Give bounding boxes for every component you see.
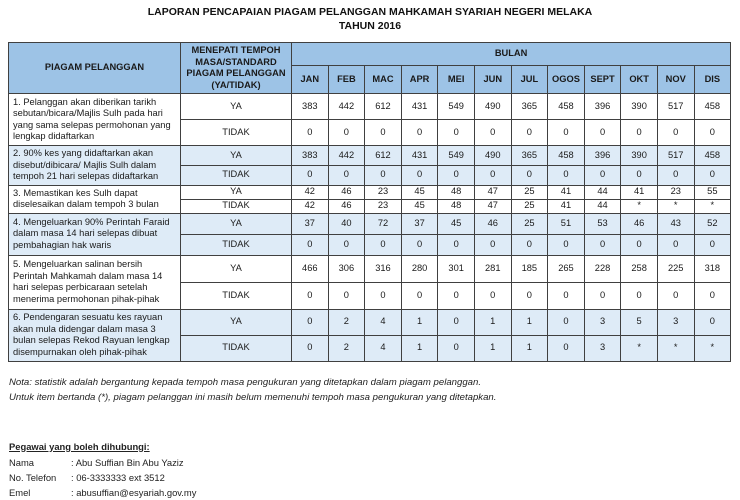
value-cell: 0 (438, 165, 475, 185)
value-cell: 40 (328, 213, 365, 234)
table-row-4-ya (9, 213, 731, 234)
nota-block (9, 375, 740, 405)
value-cell: 23 (365, 185, 402, 199)
table-body (9, 94, 731, 362)
value-cell: 0 (657, 165, 694, 185)
value-cell: 0 (694, 282, 731, 309)
value-cell: 0 (401, 234, 438, 255)
month-header-mac: MAC (365, 65, 402, 93)
value-cell: 41 (621, 185, 658, 199)
value-cell: 0 (474, 165, 511, 185)
value-cell: 0 (438, 234, 475, 255)
value-cell: 0 (657, 234, 694, 255)
value-cell: 0 (694, 234, 731, 255)
value-cell: 281 (474, 255, 511, 282)
value-cell: 0 (621, 120, 658, 146)
value-cell: * (621, 199, 658, 213)
value-cell: 442 (328, 146, 365, 166)
value-cell: 258 (621, 255, 658, 282)
value-cell: 46 (621, 213, 658, 234)
value-cell: 0 (438, 335, 475, 361)
value-cell: 46 (474, 213, 511, 234)
value-cell: 0 (694, 165, 731, 185)
month-header-jan: JAN (292, 65, 329, 93)
value-cell: 442 (328, 94, 365, 120)
ya-row-label: YA (181, 213, 292, 234)
value-cell: 0 (438, 282, 475, 309)
value-cell: 265 (548, 255, 585, 282)
value-cell: 301 (438, 255, 475, 282)
value-cell: 0 (292, 234, 329, 255)
value-cell: 390 (621, 146, 658, 166)
value-cell: 225 (657, 255, 694, 282)
table-row-2-ya (9, 146, 731, 166)
value-cell: 0 (584, 282, 621, 309)
value-cell: 41 (548, 185, 585, 199)
piagam-pelanggan-table (8, 42, 731, 362)
value-cell: 0 (292, 282, 329, 309)
contact-row-telefon (9, 470, 740, 485)
value-cell: 490 (474, 94, 511, 120)
value-cell: 46 (328, 199, 365, 213)
tidak-row-label: TIDAK (181, 120, 292, 146)
table-row-5-ya (9, 255, 731, 282)
value-cell: 1 (401, 309, 438, 335)
column-header-menepati-tempoh: MENEPATI TEMPOH MASA/STANDARD PIAGAM PELANGGAN (YA/TIDAK) (181, 43, 292, 94)
ya-row-label: YA (181, 309, 292, 335)
ya-row-label: YA (181, 185, 292, 199)
value-cell: 23 (657, 185, 694, 199)
value-cell: 1 (474, 309, 511, 335)
tidak-row-label: TIDAK (181, 199, 292, 213)
nota-line1: Nota: statistik adalah bergantung kepada tempoh masa pengukuran yang ditetapkan dalam piagam pelanggan. (9, 376, 482, 388)
value-cell: 0 (584, 120, 621, 146)
month-header-feb: FEB (328, 65, 365, 93)
value-cell: 0 (548, 335, 585, 361)
value-cell: 45 (438, 213, 475, 234)
value-cell: 4 (365, 335, 402, 361)
charter-label: 5. Mengeluarkan salinan bersih Perintah Mahkamah dalam masa 14 hari selepas perbicaraan setelah menerima permohonan pihak-pihak (9, 255, 181, 309)
ya-row-label: YA (181, 255, 292, 282)
value-cell: 0 (511, 234, 548, 255)
value-cell: 431 (401, 146, 438, 166)
value-cell: 390 (621, 94, 658, 120)
value-cell: * (621, 335, 658, 361)
value-cell: 37 (401, 213, 438, 234)
value-cell: 0 (292, 335, 329, 361)
month-header-nov: NOV (657, 65, 694, 93)
value-cell: 383 (292, 146, 329, 166)
charter-label: 1. Pelanggan akan diberikan tarikh sebutan/bicara/Majlis Sulh pada hari yang sama selepas permohonan yang lengkap didaftarkan (9, 94, 181, 146)
value-cell: 0 (548, 120, 585, 146)
value-cell: 612 (365, 146, 402, 166)
month-header-ogos: OGOS (548, 65, 585, 93)
value-cell: 0 (511, 120, 548, 146)
value-cell: 0 (401, 165, 438, 185)
ya-row-label: YA (181, 94, 292, 120)
value-cell: 0 (474, 234, 511, 255)
value-cell: 1 (474, 335, 511, 361)
value-cell: 458 (694, 146, 731, 166)
value-cell: 25 (511, 199, 548, 213)
value-cell: 2 (328, 309, 365, 335)
value-cell: 549 (438, 94, 475, 120)
table-row-3-ya (9, 185, 731, 199)
tidak-row-label: TIDAK (181, 282, 292, 309)
value-cell: 37 (292, 213, 329, 234)
value-cell: 0 (548, 309, 585, 335)
contact-row-nama (9, 455, 740, 470)
value-cell: 48 (438, 199, 475, 213)
table-row-6-ya (9, 309, 731, 335)
value-cell: 466 (292, 255, 329, 282)
table-row-1-ya (9, 94, 731, 120)
value-cell: 47 (474, 185, 511, 199)
value-cell: 0 (328, 120, 365, 146)
value-cell: 396 (584, 94, 621, 120)
value-cell: 0 (584, 234, 621, 255)
value-cell: 517 (657, 146, 694, 166)
value-cell: 0 (438, 120, 475, 146)
value-cell: 23 (365, 199, 402, 213)
value-cell: 72 (365, 213, 402, 234)
value-cell: 44 (584, 185, 621, 199)
value-cell: 0 (548, 165, 585, 185)
month-header-dis: DIS (694, 65, 731, 93)
value-cell: 3 (657, 309, 694, 335)
value-cell: 0 (365, 234, 402, 255)
charter-label: 2. 90% kes yang didaftarkan akan disebut/dibicara/ Majlis Sulh dalam tempoh 21 hari selepas didaftarkan (9, 146, 181, 186)
value-cell: 549 (438, 146, 475, 166)
report-title-line1: LAPORAN PENCAPAIAN PIAGAM PELANGGAN MAHKAMAH SYARIAH NEGERI MELAKA (147, 6, 593, 18)
value-cell: * (657, 335, 694, 361)
tidak-row-label: TIDAK (181, 234, 292, 255)
value-cell: 0 (365, 165, 402, 185)
value-cell: 0 (328, 282, 365, 309)
value-cell: 458 (548, 94, 585, 120)
value-cell: 0 (328, 165, 365, 185)
contact-block (9, 439, 740, 500)
value-cell: 0 (365, 120, 402, 146)
value-cell: 44 (584, 199, 621, 213)
value-cell: 45 (401, 185, 438, 199)
value-cell: * (694, 335, 731, 361)
value-cell: 0 (474, 282, 511, 309)
value-cell: 2 (328, 335, 365, 361)
value-cell: 612 (365, 94, 402, 120)
contact-row-emel (9, 485, 740, 500)
value-cell: 396 (584, 146, 621, 166)
month-header-sept: SEPT (584, 65, 621, 93)
value-cell: 46 (328, 185, 365, 199)
tidak-row-label: TIDAK (181, 335, 292, 361)
value-cell: 43 (657, 213, 694, 234)
value-cell: 0 (511, 282, 548, 309)
value-cell: 5 (621, 309, 658, 335)
value-cell: 0 (292, 309, 329, 335)
value-cell: 25 (511, 213, 548, 234)
value-cell: * (694, 199, 731, 213)
column-group-header-bulan: BULAN (292, 43, 731, 66)
value-cell: 0 (621, 282, 658, 309)
value-cell: 0 (438, 309, 475, 335)
ya-row-label: YA (181, 146, 292, 166)
tidak-row-label: TIDAK (181, 165, 292, 185)
month-header-okt: OKT (621, 65, 658, 93)
month-header-mei: MEI (438, 65, 475, 93)
value-cell: 1 (401, 335, 438, 361)
contact-value-telefon: : 06-3333333 ext 3512 (71, 471, 165, 483)
value-cell: 365 (511, 146, 548, 166)
value-cell: 0 (328, 234, 365, 255)
value-cell: 0 (694, 309, 731, 335)
value-cell: 53 (584, 213, 621, 234)
report-title (0, 5, 740, 33)
value-cell: 306 (328, 255, 365, 282)
value-cell: 0 (621, 234, 658, 255)
value-cell: 0 (365, 282, 402, 309)
value-cell: 51 (548, 213, 585, 234)
value-cell: 55 (694, 185, 731, 199)
value-cell: 0 (657, 282, 694, 309)
month-header-jul: JUL (511, 65, 548, 93)
value-cell: 0 (292, 165, 329, 185)
value-cell: 0 (401, 282, 438, 309)
value-cell: 517 (657, 94, 694, 120)
contact-value-nama: : Abu Suffian Bin Abu Yaziz (71, 456, 184, 468)
month-header-jun: JUN (474, 65, 511, 93)
value-cell: 48 (438, 185, 475, 199)
value-cell: 3 (584, 335, 621, 361)
value-cell: 318 (694, 255, 731, 282)
value-cell: 383 (292, 94, 329, 120)
contact-label-nama: Nama (9, 456, 35, 468)
value-cell: 0 (584, 165, 621, 185)
value-cell: 228 (584, 255, 621, 282)
report-title-line2: TAHUN 2016 (338, 20, 402, 32)
value-cell: 0 (548, 282, 585, 309)
contact-heading: Pegawai yang boleh dihubungi: (9, 440, 150, 452)
value-cell: 42 (292, 185, 329, 199)
value-cell: 458 (694, 94, 731, 120)
contact-value-emel: : abusuffian@esyariah.gov.my (71, 486, 197, 498)
value-cell: 0 (474, 120, 511, 146)
value-cell: 0 (548, 234, 585, 255)
value-cell: 490 (474, 146, 511, 166)
value-cell: 42 (292, 199, 329, 213)
contact-label-telefon: No. Telefon (9, 471, 57, 483)
value-cell: 316 (365, 255, 402, 282)
value-cell: 47 (474, 199, 511, 213)
value-cell: 280 (401, 255, 438, 282)
charter-label: 4. Mengeluarkan 90% Perintah Faraid dalam masa 14 hari selepas dibuat pembahagian hak waris (9, 213, 181, 255)
charter-label: 6. Pendengaran sesuatu kes rayuan akan mula didengar dalam masa 3 bulan selepas Rekod Rayuan lengkap disempurnakan oleh pihak-pihak (9, 309, 181, 361)
value-cell: 4 (365, 309, 402, 335)
value-cell: 1 (511, 335, 548, 361)
value-cell: 458 (548, 146, 585, 166)
value-cell: 0 (621, 165, 658, 185)
value-cell: * (657, 199, 694, 213)
value-cell: 45 (401, 199, 438, 213)
value-cell: 41 (548, 199, 585, 213)
value-cell: 0 (694, 120, 731, 146)
value-cell: 1 (511, 309, 548, 335)
value-cell: 0 (401, 120, 438, 146)
value-cell: 431 (401, 94, 438, 120)
value-cell: 0 (292, 120, 329, 146)
value-cell: 0 (511, 165, 548, 185)
value-cell: 52 (694, 213, 731, 234)
value-cell: 3 (584, 309, 621, 335)
value-cell: 0 (657, 120, 694, 146)
value-cell: 185 (511, 255, 548, 282)
month-header-apr: APR (401, 65, 438, 93)
nota-line2: Untuk item bertanda (*), piagam pelanggan ini masih belum memenuhi tempoh masa pengukuran yang ditetapkan. (9, 391, 497, 403)
contact-label-emel: Emel (9, 486, 31, 498)
charter-label: 3. Memastikan kes Sulh dapat diselesaikan dalam tempoh 3 bulan (9, 185, 181, 213)
value-cell: 365 (511, 94, 548, 120)
column-header-piagam-pelanggan: PIAGAM PELANGGAN (9, 43, 181, 94)
value-cell: 25 (511, 185, 548, 199)
